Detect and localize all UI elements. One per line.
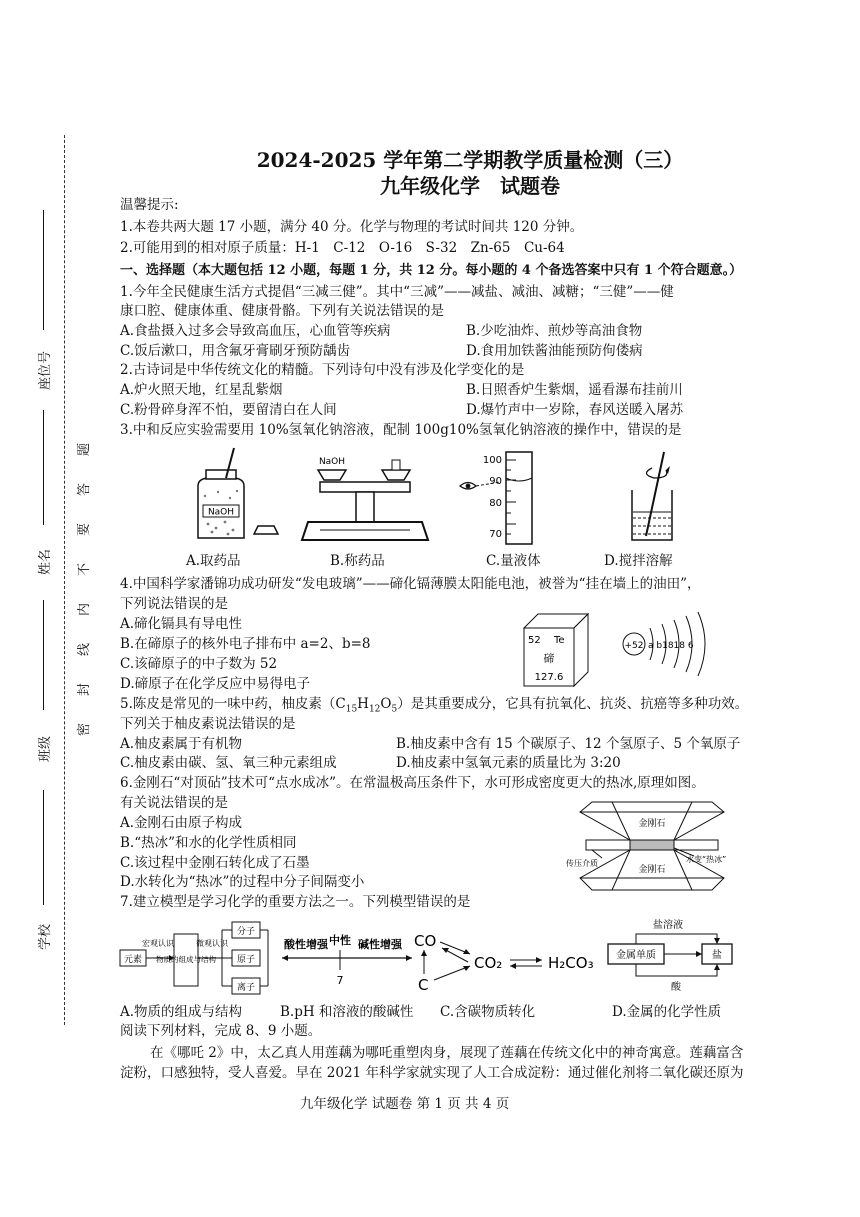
q4-stem: 下列说法错误的是 — [120, 596, 228, 612]
model-c-h2co3: H₂CO₃ — [548, 954, 594, 972]
q7-stem: 7.建立模型是学习化学的重要方法之一。下列模型错误的是 — [120, 894, 471, 910]
cell-atomic-number: 52 — [528, 635, 541, 646]
cylinder-tick: 70 — [489, 529, 502, 540]
q7-figures — [118, 914, 748, 1000]
seal-char: 密 — [77, 722, 93, 737]
model-d-salt: 盐 — [712, 950, 722, 961]
q6-option-a: A.金刚石由原子构成 — [120, 815, 243, 831]
q7-option-b: B.pH 和溶液的酸碱性 — [280, 1004, 414, 1020]
binding-line — [64, 135, 65, 1025]
class-field — [22, 600, 62, 780]
model-d-metal-properties — [608, 918, 732, 993]
q2-option-d: D.爆竹声中一岁除，春风送暖入屠苏 — [466, 402, 684, 418]
q2-stem: 2.古诗词是中华传统文化的精髓。下列诗句中没有涉及化学变化的是 — [120, 362, 525, 378]
q3-option-d: D.搅拌溶解 — [604, 553, 673, 569]
model-b-neutral: 中性 — [329, 934, 351, 947]
cylinder-tick: 80 — [489, 498, 502, 509]
q7-option-d: D.金属的化学性质 — [612, 1004, 722, 1020]
model-d-acid: 酸 — [671, 982, 681, 993]
model-a-ion: 离子 — [236, 983, 256, 993]
seal-char: 封 — [77, 682, 93, 697]
model-b-ph-scale — [282, 933, 412, 987]
seal-char: 不 — [77, 562, 93, 577]
model-c-co2: CO₂ — [474, 954, 503, 972]
beaker-stirring-icon — [632, 452, 672, 540]
graduated-cylinder-icon — [460, 452, 532, 544]
q3-option-a: A.取药品 — [186, 553, 241, 569]
model-b-seven: 7 — [336, 974, 344, 987]
q1-option-a: A.食盐摄入过多会导致高血压，心血管等疾病 — [120, 323, 391, 339]
notice-head: 温馨提示: — [120, 197, 179, 213]
cylinder-tick: 100 — [482, 455, 502, 466]
diamond-anvil-figure — [562, 796, 742, 896]
q2-option-a: A.炉火照天地，红星乱紫烟 — [120, 382, 283, 398]
notice-line-2: 2.可能用到的相对原子质量：H-1 C-12 O-16 S-32 Zn-65 Cu-64 — [120, 240, 565, 256]
model-a-element: 元素 — [123, 955, 143, 965]
seal-char: 答 — [77, 482, 93, 497]
q3-option-c: C.量液体 — [486, 553, 541, 569]
q5-option-a: A.柚皮素属于有机物 — [120, 736, 243, 752]
seat-field — [22, 210, 62, 440]
page-footer: 九年级化学 试题卷 第 1 页 共 4 页 — [300, 1096, 510, 1112]
scale-label: NaOH — [318, 457, 346, 467]
q6-option-b: B.“热冰”和水的化学性质相同 — [120, 835, 297, 851]
q5-option-d: D.柚皮素中氢氧元素的质量比为 3:20 — [396, 755, 621, 771]
q5-option-c: C.柚皮素由碳、氢、氧三种元素组成 — [120, 755, 337, 771]
reagent-jar-icon — [198, 448, 278, 538]
q6-stem: 有关说法错误的是 — [120, 795, 228, 811]
model-a-structure — [120, 922, 268, 994]
name-field — [22, 410, 62, 590]
model-d-metal: 金属单质 — [616, 950, 656, 961]
q1-stem: 1.今年全民健康生活方式提倡“三减三健”。其中“三减”——减盐、减油、减糖；“三健”——健 — [120, 284, 674, 300]
cell-name: 碲 — [543, 652, 555, 665]
q4-figures — [516, 600, 736, 690]
q5-option-b: B.柚皮素中含有 15 个碳原子、12 个氢原子、5 个氧原子 — [396, 736, 741, 752]
model-a-micro: 微观认识 — [196, 939, 228, 948]
model-a-macro: 宏观认识 — [142, 939, 174, 948]
q3-option-b: B.称药品 — [330, 553, 385, 569]
notice-line-1: 1.本卷共两大题 17 小题，满分 40 分。化学与物理的考试时间共 120 分钟。 — [120, 219, 584, 235]
seal-char: 线 — [77, 642, 93, 657]
q1-option-b: B.少吃油炸、煎炒等高油食物 — [466, 323, 643, 339]
electron-shells: a b1818 6 — [648, 641, 694, 651]
q3-figures — [170, 446, 710, 548]
cell-mass: 127.6 — [534, 672, 564, 683]
name-label: 姓名 — [38, 548, 53, 575]
cell-symbol: Te — [554, 635, 565, 646]
class-label: 班级 — [38, 735, 53, 762]
model-b-acid: 酸性增强 — [284, 938, 328, 951]
school-label: 学校 — [38, 923, 53, 950]
seat-label: 座位号 — [38, 350, 53, 390]
q4-option-d: D.碲原子在化学反应中易得电子 — [120, 676, 311, 692]
section-heading: 一、选择题（本大题包括 12 小题，每题 1 分，共 12 分。每小题的 4 个备选答案中只有 1 个符合题意。） — [120, 263, 743, 278]
q7-option-c: C.含碳物质转化 — [440, 1004, 536, 1020]
q4-option-b: B.在碲原子的核外电子排布中 a=2、b=8 — [120, 636, 371, 652]
q6-option-c: C.该过程中金刚石转化成了石墨 — [120, 855, 310, 871]
balance-scale-icon — [302, 457, 428, 540]
q1-option-d: D.食用加铁酱油能预防佝偻病 — [466, 343, 643, 359]
school-field — [22, 790, 62, 960]
q6-option-d: D.水转化为“热冰”的过程中分子间隔变小 — [120, 874, 365, 890]
q2-option-c: C.粉骨碎身浑不怕，要留清白在人间 — [120, 402, 337, 418]
q6-stem: 6.金刚石“对顶砧”技术可“点水成冰”。在常温极高压条件下，水可形成密度更大的热冰,原理如图。 — [120, 775, 705, 791]
fig-label-right: 水变“热冰” — [686, 855, 727, 864]
model-c-c: C — [418, 976, 429, 994]
model-c-co: CO — [414, 932, 437, 950]
fig-label-top: 金刚石 — [638, 819, 666, 829]
periodic-cell-icon — [524, 614, 588, 686]
nucleus-charge: +52 — [624, 641, 644, 651]
model-d-top: 盐溶液 — [653, 920, 683, 931]
cylinder-tick: 90 — [489, 476, 502, 487]
q3-stem: 3.中和反应实验需要用 10%氢氧化钠溶液，配制 100g10%氢氧化钠溶液的操作中，错误的是 — [120, 422, 682, 438]
model-a-molecule: 分子 — [236, 927, 256, 937]
seal-char: 题 — [77, 442, 93, 457]
reading-instruction: 阅读下列材料，完成 8、9 小题。 — [120, 1023, 322, 1039]
q4-option-c: C.该碲原子的中子数为 52 — [120, 656, 278, 672]
model-a-atom: 原子 — [236, 955, 256, 965]
exam-title: 2024-2025 学年第二学期教学质量检测（三） — [256, 148, 684, 172]
q5-stem: 下列关于柚皮素说法错误的是 — [120, 716, 296, 732]
atom-structure-icon — [623, 612, 705, 676]
q7-option-a: A.物质的组成与结构 — [120, 1004, 243, 1020]
q4-stem: 4.中国科学家潘锦功成功研发“发电玻璃”——碲化镉薄膜太阳能电池，被誉为“挂在墙上的油田”， — [120, 576, 701, 592]
jar-label: NaOH — [207, 507, 235, 518]
q5-stem: 5.陈皮是常见的一味中药，柚皮素$(C_{15}H_{12}O_5)$是其重要成分，它具有抗氧化、抗炎、抗癌等多种功效。 — [120, 696, 749, 715]
exam-subtitle: 九年级化学 试题卷 — [380, 174, 560, 198]
reading-passage: 在《哪吒 2》中，太乙真人用莲藕为哪吒重塑肉身，展现了莲藕在传统文化中的神奇寓意。莲藕富含 — [150, 1045, 744, 1061]
model-b-base: 碱性增强 — [358, 938, 402, 951]
q4-option-a: A.碲化镉具有导电性 — [120, 616, 243, 632]
fig-label-bottom: 金刚石 — [638, 865, 666, 875]
seal-char: 内 — [77, 602, 93, 617]
q1-option-c: C.饭后漱口，用含氟牙膏刷牙预防龋齿 — [120, 343, 351, 359]
q2-option-b: B.日照香炉生紫烟，遥看瀑布挂前川 — [466, 382, 683, 398]
q1-stem: 康口腔、健康体重、健康骨骼。下列有关说法错误的是 — [120, 303, 444, 319]
model-a-center: 物质的组成与结构 — [156, 955, 216, 964]
model-c-carbon-cycle — [414, 932, 594, 994]
seal-char: 要 — [77, 522, 93, 537]
fig-label-left: 传压介质 — [566, 859, 598, 868]
reading-passage: 淀粉，口感独特，受人喜爱。早在 2021 年科学家就实现了人工合成淀粉：通过催化剂将二氧化碳还原为 — [120, 1065, 744, 1081]
